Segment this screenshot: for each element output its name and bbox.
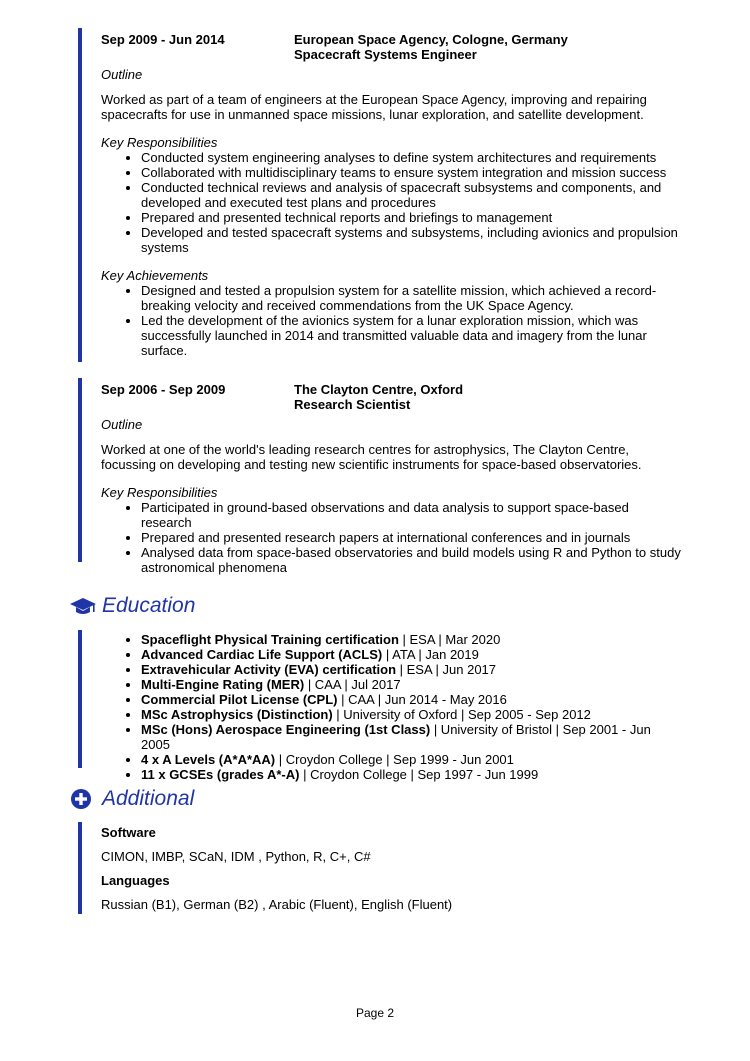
job-date: Sep 2009 - Jun 2014 [101,32,225,47]
list-item: • Conducted system engineering analyses to define system architectures and requirements [141,150,681,165]
responsibilities-label: Key Responsibilities [101,485,218,500]
education-list [101,632,681,782]
software-label: Software [101,825,156,840]
job-title: Spacecraft Systems Engineer [294,47,477,62]
section-bar-education [78,630,82,768]
graduation-cap-icon [70,595,94,617]
plus-circle-icon [70,788,94,810]
list-item: • Participated in ground-based observations and data analysis to support space-based research [141,500,681,530]
education-item: • Multi-Engine Rating (MER) | CAA | Jul 2017 [141,677,681,692]
list-item: • Prepared and presented research papers at international conferences and in journals [141,530,681,545]
additional-heading [70,787,194,811]
responsibilities-list [101,150,681,255]
list-item: • Conducted technical reviews and analysis of spacecraft subsystems and components, and developed and executed test plans and procedures [141,180,681,210]
job-company: The Clayton Centre, Oxford [294,382,464,397]
section-bar-job-2 [78,378,82,562]
section-bar-job-1 [78,28,82,362]
outline-label: Outline [101,67,143,82]
education-item: • Commercial Pilot License (CPL) | CAA | Jun 2014 - May 2016 [141,692,681,707]
list-item: • Developed and tested spacecraft systems and subsystems, including avionics and propulsion systems [141,225,681,255]
languages-value: Russian (B1), German (B2) , Arabic (Fluent), English (Fluent) [101,897,453,912]
additional-block [101,825,681,912]
education-title: Education [102,594,196,617]
job-outline: Worked as part of a team of engineers at the European Space Agency, improving and repairing spacecrafts for use in unmanned space missions, lunar exploration, and satellite development. [101,92,647,122]
job-company: European Space Agency, Cologne, Germany [294,32,568,47]
list-item: • Prepared and presented technical reports and briefings to management [141,210,681,225]
job-date: Sep 2006 - Sep 2009 [101,382,226,397]
job-entry-2 [101,382,681,575]
achievements-list [101,283,681,358]
job-entry-1 [101,32,681,358]
list-item: • Analysed data from space-based observatories and build models using R and Python to study astronomical phenomena [141,545,681,575]
achievements-label: Key Achievements [101,268,209,283]
responsibilities-label: Key Responsibilities [101,135,218,150]
list-item: • Collaborated with multidisciplinary teams to ensure system integration and mission success [141,165,681,180]
job-title: Research Scientist [294,397,411,412]
education-item: • Advanced Cardiac Life Support (ACLS) | ATA | Jan 2019 [141,647,681,662]
additional-title: Additional [102,787,195,810]
responsibilities-list [101,500,681,575]
job-outline: Worked at one of the world's leading research centres for astrophysics, The Clayton Centre, focussing on developing and testing new scientific instruments for space-based observatories. [101,442,642,472]
education-item: • Extravehicular Activity (EVA) certification | ESA | Jun 2017 [141,662,681,677]
education-item: • 11 x GCSEs (grades A*-A) | Croydon College | Sep 1997 - Jun 1999 [141,767,681,782]
education-item: • MSc (Hons) Aerospace Engineering (1st Class) | University of Bristol | Sep 2001 - Jun 2005 [141,722,681,752]
education-item: • MSc Astrophysics (Distinction) | University of Oxford | Sep 2005 - Sep 2012 [141,707,681,722]
education-item: • 4 x A Levels (A*A*AA) | Croydon College | Sep 1999 - Jun 2001 [141,752,681,767]
list-item: • Designed and tested a propulsion system for a satellite mission, which achieved a record-breaking velocity and received commendations from the UK Space Agency. [141,283,681,313]
languages-label: Languages [101,873,170,888]
outline-label: Outline [101,417,143,432]
education-item: • Spaceflight Physical Training certification | ESA | Mar 2020 [141,632,681,647]
education-heading [70,594,195,618]
page-number: Page 2 [355,1006,395,1020]
list-item: • Led the development of the avionics system for a lunar exploration mission, which was successfully launched in 2014 and transmitted valuable data and imagery from the lunar surface. [141,313,681,358]
software-value: CIMON, IMBP, SCaN, IDM , Python, R, C+, C# [101,849,371,864]
section-bar-additional [78,822,82,914]
